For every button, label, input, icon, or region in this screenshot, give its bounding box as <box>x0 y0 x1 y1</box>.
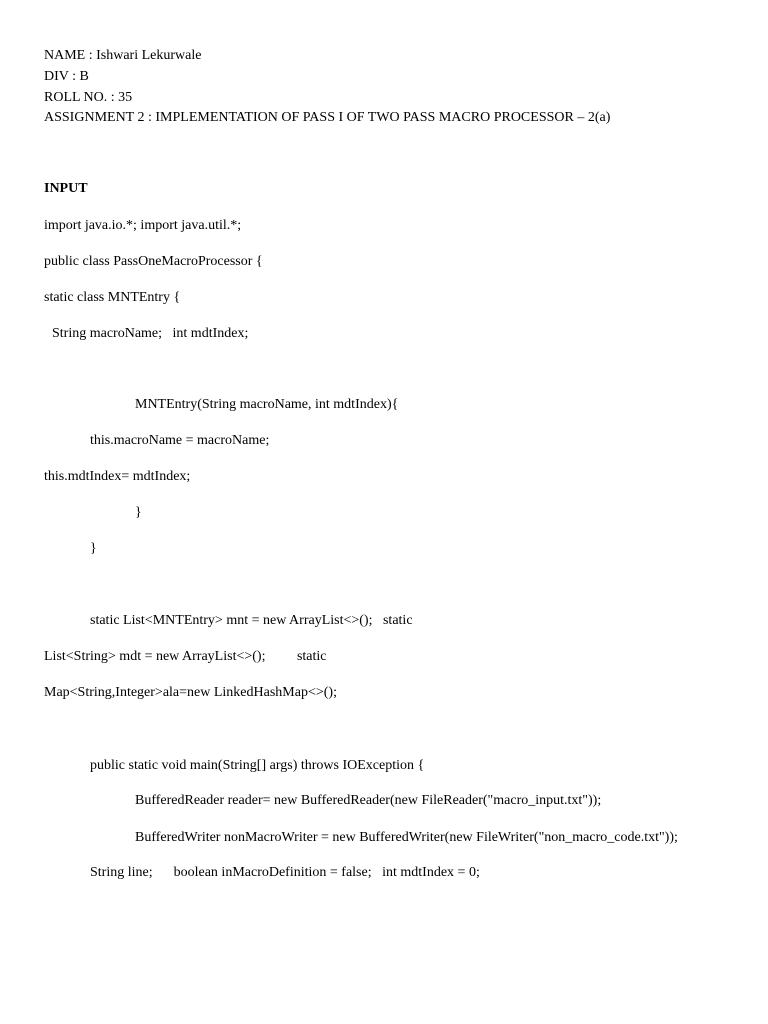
code-line: String line; boolean inMacroDefinition = false; int mdtIndex = 0; <box>90 865 480 880</box>
header-name: NAME : Ishwari Lekurwale <box>44 48 202 63</box>
code-line: public class PassOneMacroProcessor { <box>44 254 263 269</box>
code-line: } <box>90 541 97 556</box>
code-line: import java.io.*; import java.util.*; <box>44 218 242 233</box>
code-line: static List<MNTEntry> mnt = new ArrayList<>(); static <box>90 613 413 628</box>
code-line: BufferedReader reader= new BufferedReader(new FileReader("macro_input.txt")); <box>135 793 602 808</box>
code-line: Map<String,Integer>ala=new LinkedHashMap<>(); <box>44 685 337 700</box>
code-line: } <box>135 505 142 520</box>
header-assignment: ASSIGNMENT 2 : IMPLEMENTATION OF PASS I OF TWO PASS MACRO PROCESSOR – 2(a) <box>44 110 611 125</box>
code-line: public static void main(String[] args) throws IOException { <box>90 758 425 773</box>
code-line: MNTEntry(String macroName, int mdtIndex){ <box>135 397 399 412</box>
code-line: List<String> mdt = new ArrayList<>(); static <box>44 649 327 664</box>
code-line: this.macroName = macroName; <box>90 433 270 448</box>
code-line: static class MNTEntry { <box>44 290 181 305</box>
header-div: DIV : B <box>44 69 89 84</box>
code-line: BufferedWriter nonMacroWriter = new BufferedWriter(new FileWriter("non_macro_code.txt")); <box>135 830 678 845</box>
code-line: this.mdtIndex= mdtIndex; <box>44 469 191 484</box>
code-line: String macroName; int mdtIndex; <box>52 326 249 341</box>
header-roll-no: ROLL NO. : 35 <box>44 90 133 105</box>
section-heading-input: INPUT <box>44 181 88 196</box>
